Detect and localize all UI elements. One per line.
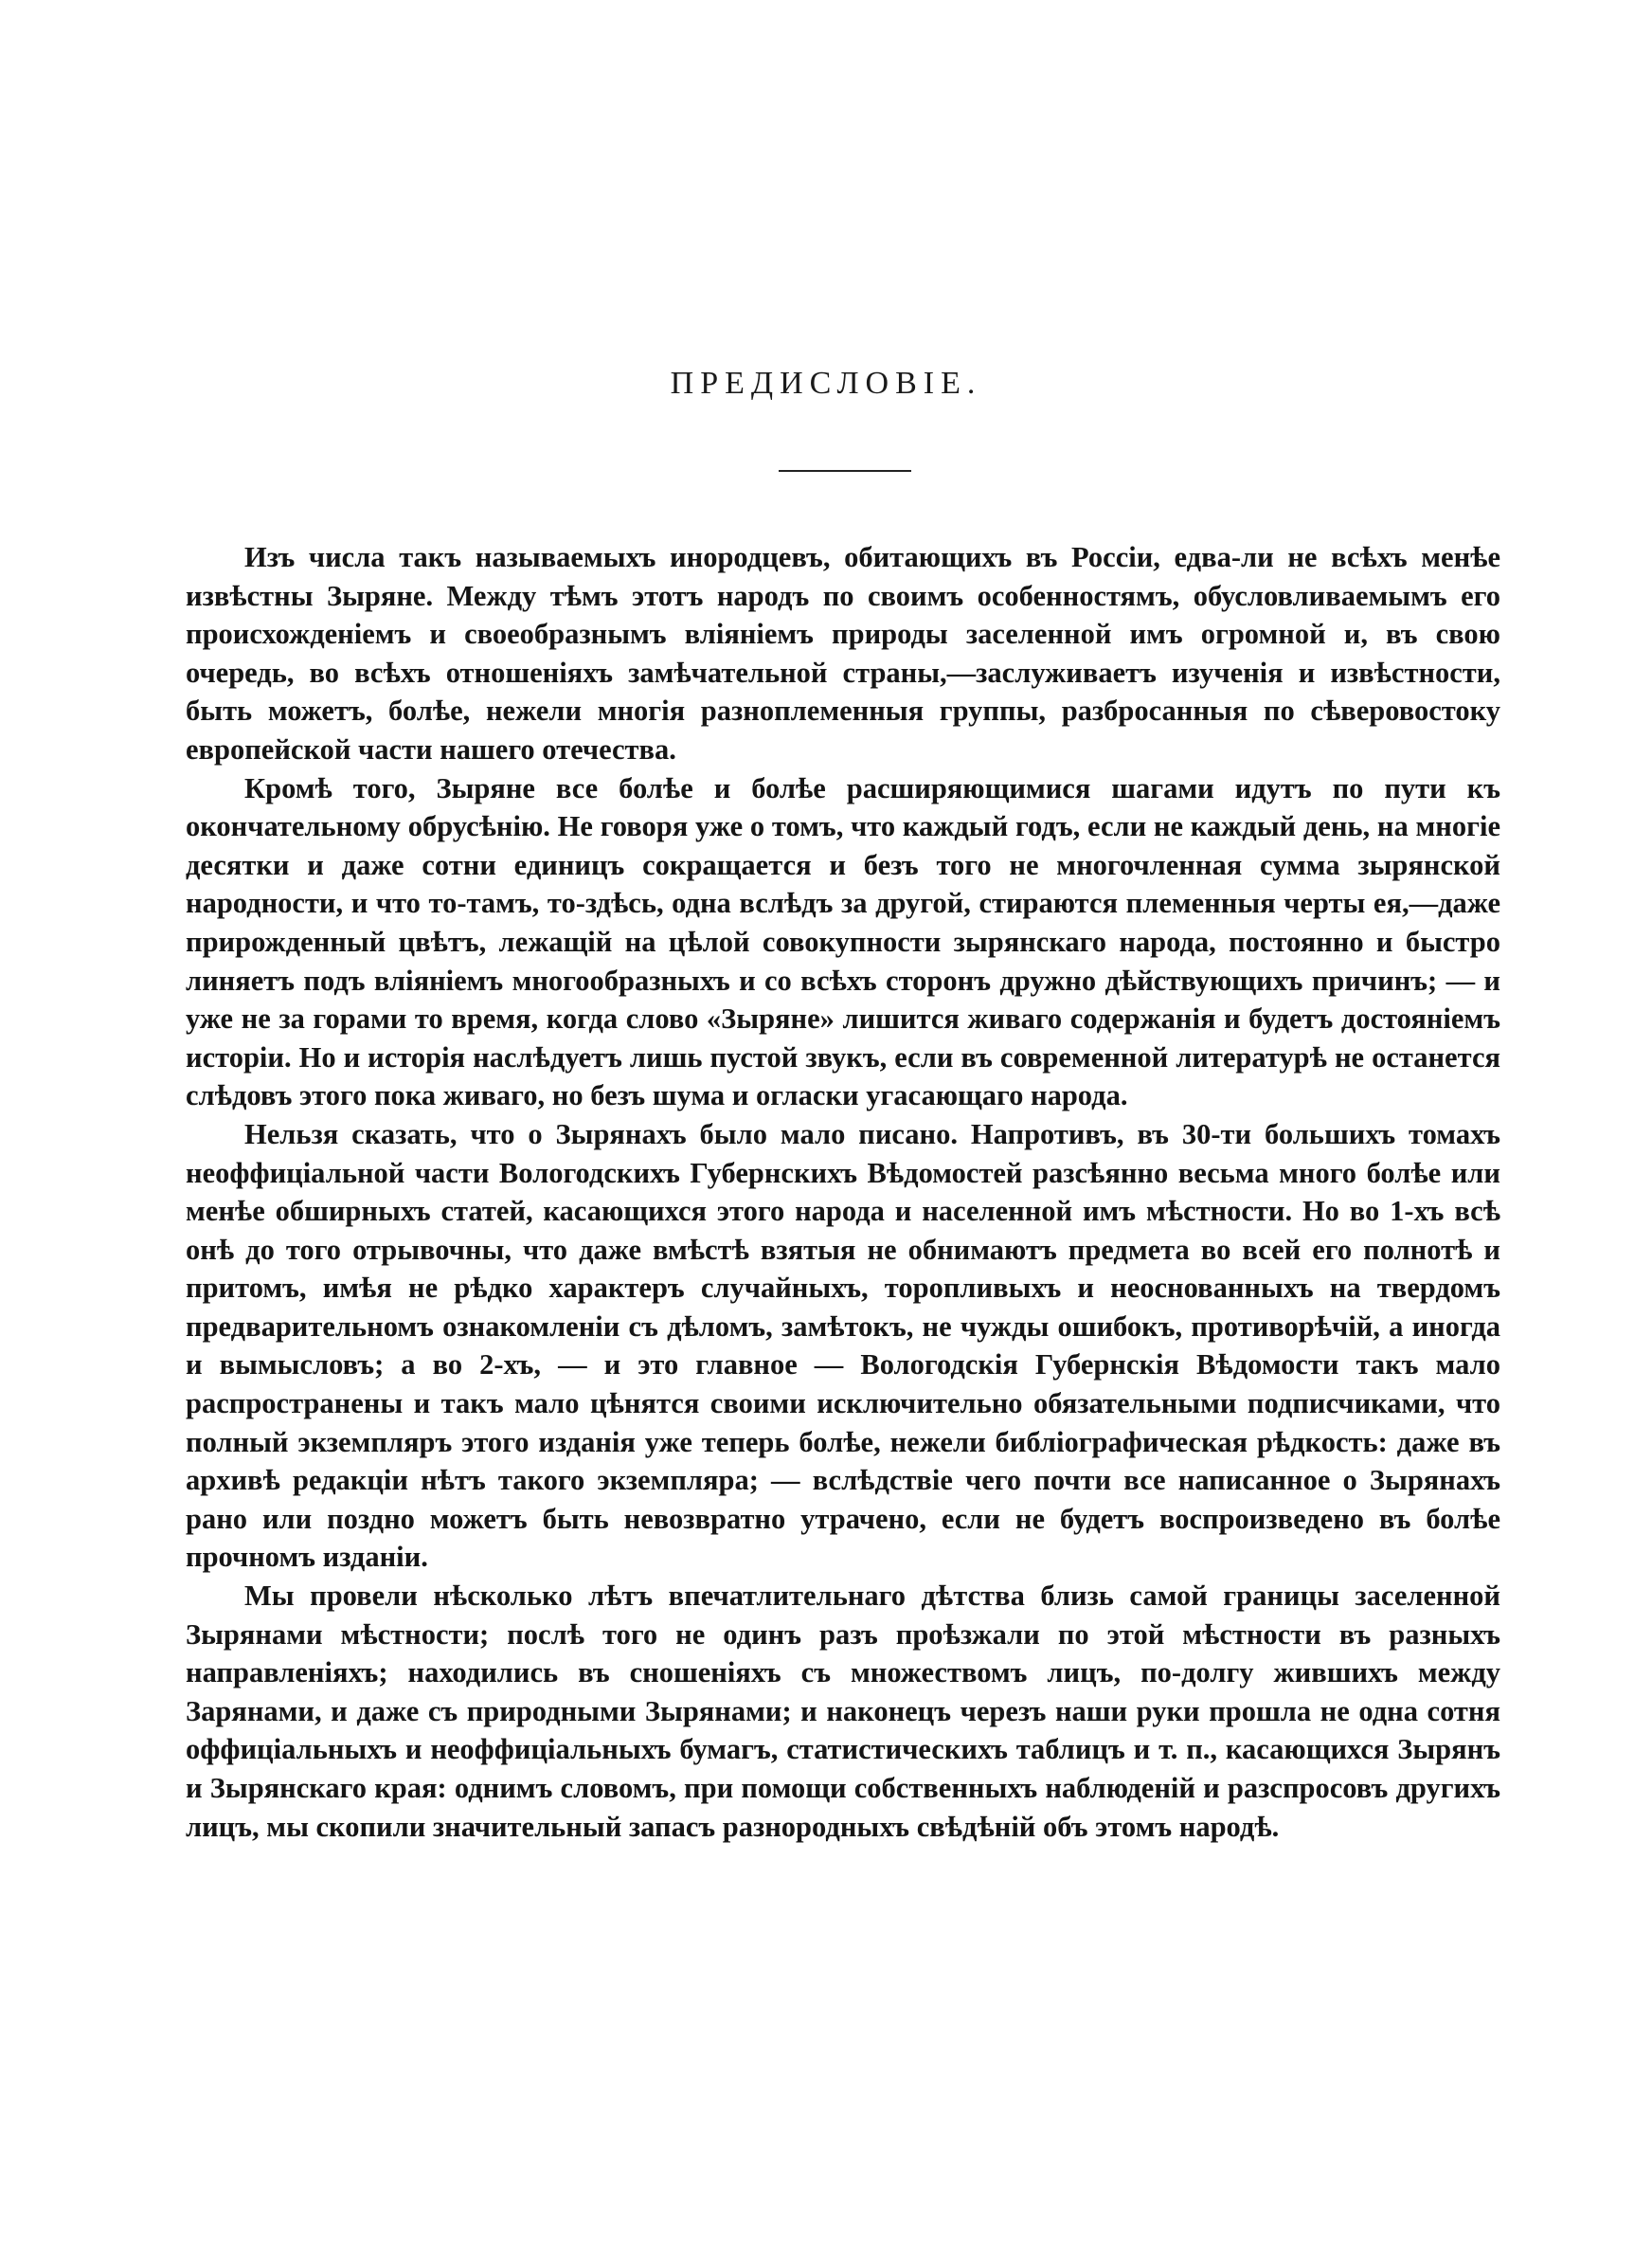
paragraph-3: Нельзя сказать, что о Зырянахъ было мало писано. Напротивъ, въ 30-ти большихъ томахъ неоффиціальной части Вологодскихъ Губернскихъ Вѣдомостей разсѣянно весьма много болѣе или менѣе обширныхъ статей, касающихся этого народа и населенной имъ мѣстности. Но во 1-хъ всѣ онѣ до того отрывочны, что даже вмѣстѣ взятыя не обнимаютъ предмета во всей его полнотѣ и притомъ, имѣя не рѣдко характеръ случайныхъ, торопливыхъ и неоснованныхъ на твердомъ предварительномъ ознакомленіи съ дѣломъ, замѣтокъ, не чужды ошибокъ, противорѣчій, а иногда и вымысловъ; а во 2-хъ, — и это главное — Вологодскія Губернскія Вѣдомости такъ мало распространены и такъ мало цѣнятся своими исключительно обязательными подписчиками, что полный экземпляръ этого изданія уже теперь болѣе, нежели библіографическая рѣдкость: даже въ архивѣ редакціи нѣтъ такого экземпляра; — вслѣдствіе чего почти все написанное о Зырянахъ рано или поздно можетъ быть невозвратно утрачено, если не будетъ воспроизведено въ болѣе прочномъ изданіи.	[186, 1117, 1500, 1574]
title-divider	[779, 470, 911, 472]
paragraph-1: Изъ числа такъ называемыхъ инородцевъ, обитающихъ въ Россіи, едва-ли не всѣхъ менѣе извѣстны Зыряне. Между тѣмъ этотъ народъ по своимъ особенностямъ, обусловливаемымъ его происхожденіемъ и своеобразнымъ вліяніемъ природы заселенной имъ огромной и, въ свою очередь, во всѣхъ отношеніяхъ замѣчательной страны,—заслуживаетъ изученія и извѣстности, быть можетъ, болѣе, нежели многія разноплеменныя группы, разбросанныя по сѣверовостоку европейской части нашего отечества.	[186, 541, 1500, 766]
preface-body	[186, 538, 1500, 1846]
page-title: ПРЕДИСЛОВІЕ.	[670, 366, 982, 401]
paragraph-2: Кромѣ того, Зыряне все болѣе и болѣе расширяющимися шагами идутъ по пути къ окончательному обрусѣнію. Не говоря уже о томъ, что каждый годъ, если не каждый день, на многіе десятки и даже сотни единицъ сокращается и безъ того не многочленная сумма зырянской народности, и что то-тамъ, то-здѣсь, одна вслѣдъ за другой, стираются племенныя черты ея,—даже прирожденный цвѣтъ, лежащій на цѣлой совокупности зырянскаго народа, постоянно и быстро линяетъ подъ вліяніемъ многообразныхъ и со всѣхъ сторонъ дружно дѣйствующихъ причинъ; — и уже не за горами то время, когда слово «Зыряне» лишится живаго содержанія и будетъ достояніемъ исторіи. Но и исторія наслѣдуетъ лишь пустой звукъ, если въ современной литературѣ не останется слѣдовъ этого пока живаго, но безъ шума и огласки угасающаго народа.	[186, 771, 1500, 1112]
paragraph-4: Мы провели нѣсколько лѣтъ впечатлительнаго дѣтства близь самой границы заселенной Зырянами мѣстности; послѣ того не одинъ разъ проѣзжали по этой мѣстности въ разныхъ направленіяхъ; находились въ сношеніяхъ съ множествомъ лицъ, по-долгу жившихъ между Зарянами, и даже съ природными Зырянами; и наконецъ черезъ наши руки прошла не одна сотня оффиціальныхъ и неоффиціальныхъ бумагъ, статистическихъ таблицъ и т. п., касающихся Зырянъ и Зырянскаго края: однимъ словомъ, при помощи собственныхъ наблюденій и разспросовъ другихъ лицъ, мы скопили значительный запасъ разнородныхъ свѣдѣній объ этомъ народѣ.	[186, 1580, 1500, 1843]
